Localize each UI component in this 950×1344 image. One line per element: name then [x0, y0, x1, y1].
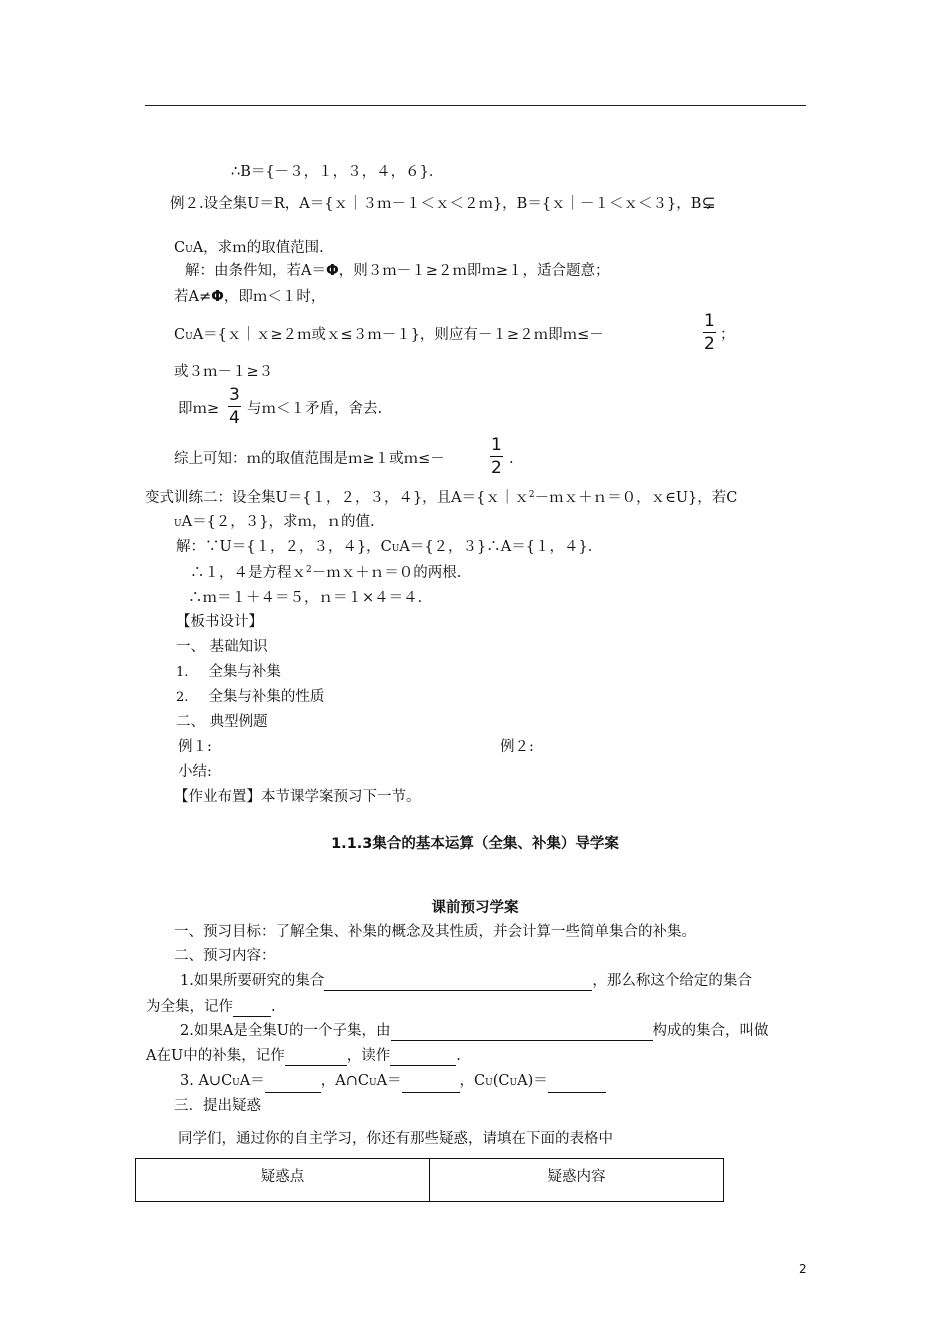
- text-line: 例２:: [500, 739, 534, 755]
- text-line: 综上可知：ｍ的取值范围是ｍ≥１或ｍ≤－: [174, 451, 445, 467]
- text-line: 或３ｍ－１≥３: [174, 364, 274, 380]
- text-line: 3. A∪CUA＝ ，A∩CUA＝ ，CU(CUA)＝: [180, 1071, 606, 1093]
- table-header-cell: 疑惑点: [136, 1159, 430, 1202]
- text-line: 例１:: [178, 739, 212, 755]
- text-line: 与ｍ＜１矛盾，舍去.: [247, 401, 383, 417]
- doc-subtitle: 课前预习学案: [431, 900, 519, 916]
- text-line: 即ｍ≥: [178, 401, 220, 417]
- text-line: 【作业布置】本节课学案预习下一节。: [174, 789, 421, 805]
- text-line: CUA＝{ｘ｜ｘ≥２ｍ或ｘ≤３ｍ－１}，则应有－１≥２ｍ即ｍ≤－: [174, 327, 604, 343]
- text-line: UA＝{２，３}，求ｍ，ｎ的值.: [174, 514, 375, 530]
- header-rule: [145, 105, 806, 106]
- text-line: 一、预习目标：了解全集、补集的概念及其性质，并会计算一些简单集合的补集。: [174, 924, 696, 940]
- text-line: ∴ｍ＝１＋４＝５，ｎ＝１×４＝４．: [188, 590, 433, 606]
- text-line: A在U中的补集，记作 ，读作 .: [146, 1048, 461, 1064]
- text-line: 若A≠Φ，即ｍ＜１时，: [174, 287, 326, 305]
- page-number: 2: [799, 1262, 807, 1276]
- text-line: ；: [720, 327, 735, 343]
- text-line: CUA，求ｍ的取值范围.: [174, 240, 324, 256]
- text-line: 2.如果A是全集U的一个子集，由 构成的集合，叫做: [180, 1023, 769, 1039]
- text-line: 为全集，记作 .: [146, 999, 276, 1015]
- text-line: 二、预习内容：: [174, 948, 276, 964]
- section-heading: 【板书设计】: [176, 614, 263, 630]
- fraction: 3 4: [229, 385, 240, 428]
- text-line: 变式训练二：设全集U＝{１，２，３，４}，且A＝{ｘ｜ｘ$^2$－ｍｘ＋ｎ＝０，ｘ∈U}，若C: [145, 490, 738, 506]
- doc-title: 1.1.3集合的基本运算（全集、补集）导学案: [331, 836, 619, 852]
- text-line: 同学们，通过你的自主学习，你还有那些疑惑，请填在下面的表格中: [178, 1131, 613, 1147]
- list-item: 1. 全集与补集: [176, 664, 281, 680]
- text-line: 1.如果所要研究的集合 ，那么称这个给定的集合: [180, 973, 752, 989]
- text-line: ∴１，４是方程ｘ$^2$－ｍｘ＋ｎ＝０的两根.: [190, 565, 462, 581]
- fraction: 1 2: [704, 311, 715, 354]
- doubt-table: [135, 1158, 724, 1202]
- text-line: .: [509, 451, 514, 467]
- text-line: 小结:: [178, 764, 212, 780]
- text-line: ∴B＝{－３，１，３，４，６}．: [231, 164, 444, 180]
- text-line: 解：由条件知，若A＝Φ，则３ｍ－１≥２ｍ即ｍ≥１，适合题意；: [185, 261, 610, 279]
- text-line: 解：∵U＝{１，２，３，４}，CUA＝{２，３}∴A＝{１，４}．: [176, 539, 603, 555]
- text-line: 三．提出疑惑: [174, 1098, 261, 1114]
- list-item: 2. 全集与补集的性质: [176, 689, 325, 705]
- table-row: [136, 1159, 724, 1202]
- text-line: 例２.设全集U＝R，A＝{ｘ｜３ｍ－１＜ｘ＜２ｍ}，B＝{ｘ｜－１＜ｘ＜３}，B⊊: [170, 193, 716, 213]
- fraction: 1 2: [491, 435, 502, 478]
- table-header-cell: 疑惑内容: [430, 1159, 724, 1202]
- text-line: 一、 基础知识: [176, 639, 268, 655]
- text-line: 二、 典型例题: [176, 714, 268, 730]
